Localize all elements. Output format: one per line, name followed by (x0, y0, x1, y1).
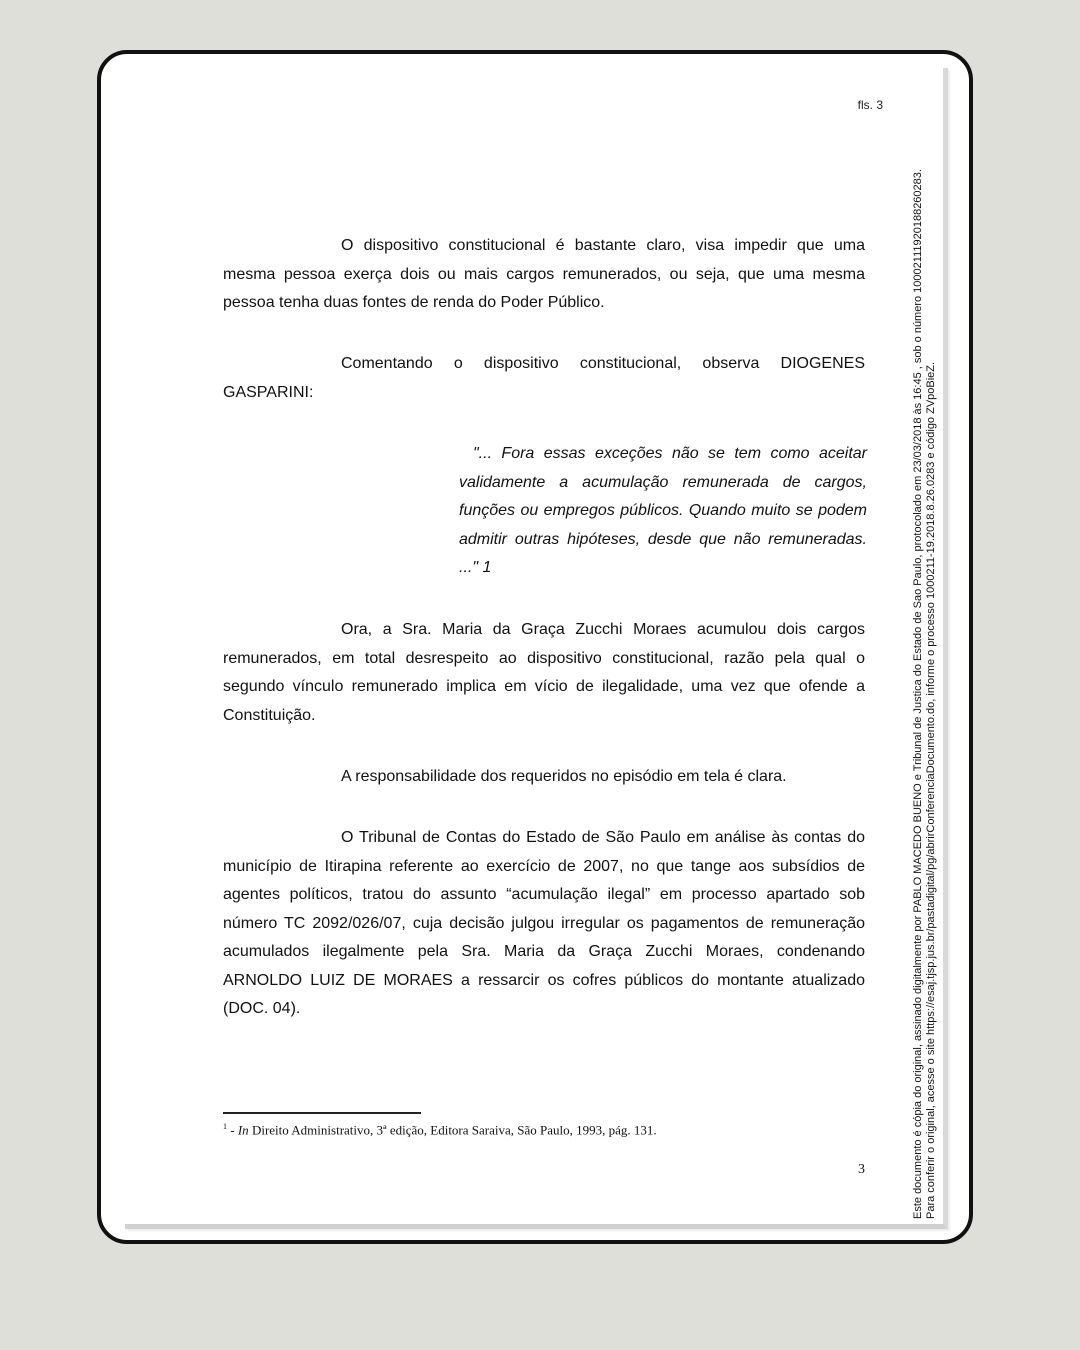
block-quote: "... Fora essas exceções não se tem como aceitar validamente a acumulação remunerada de cargos, funções ou empregos públicos. Quando muito se podem admitir outras hipóteses, desde que não remuneradas. ..." 1 (459, 445, 867, 576)
footnote-italic: In (237, 1122, 249, 1138)
footnote (223, 1122, 657, 1138)
document-frame (97, 50, 973, 1244)
paragraph-3: Ora, a Sra. Maria da Graça Zucchi Moraes acumulou dois cargos remunerados, em total desrespeito ao dispositivo constitucional, razão pela qual o segundo vínculo remunerado implica em vício de ilegalidade, uma vez que ofende a Constituição. (223, 621, 865, 724)
paragraph-4: A responsabilidade dos requeridos no episódio em tela é clara. (341, 768, 787, 785)
footnote-number: 1 (223, 1122, 227, 1131)
paragraph-2: Comentando o dispositivo constitucional, observa DIOGENES GASPARINI: (223, 355, 865, 401)
folio-label: fls. 3 (857, 98, 883, 112)
page-number: 3 (858, 1162, 865, 1177)
stamp-line-2: Para conferir o original, acesse o site https://esaj.tjsp.jus.br/pastadigital/pg/abrirConferenciaDocumento.do, informe o processo 1000211-19.2018.8.26.0283 e código ZVpoBieZ. (925, 361, 937, 1219)
document-page (125, 68, 948, 1229)
stamp-line-1: Este documento é cópia do original, assinado digitalmente por PABLO MACEDO BUENO e Tribunal de Justica do Estado de Sao Paulo, protocolado em 23/03/2018 às 16:45 , sob o número 10002111920188260283. (912, 169, 924, 1219)
footnote-divider (223, 1112, 421, 1114)
digital-signature-stamp (912, 69, 938, 1219)
footnote-dash: - (227, 1122, 238, 1138)
footnote-text: Direito Administrativo, 3ª edição, Editora Saraiva, São Paulo, 1993, pág. 131. (248, 1122, 657, 1138)
paragraph-5: O Tribunal de Contas do Estado de São Paulo em análise às contas do município de Itirapina referente ao exercício de 2007, no que tange aos subsídios de agentes políticos, tratou do assunto “acumulação ilegal” em processo apartado sob número TC 2092/026/07, cuja decisão julgou irregular os pagamentos de remuneração acumulados ilegalmente pela Sra. Maria da Graça Zucchi Moraes, condenando ARNOLDO LUIZ DE MORAES a ressarcir os cofres públicos do montante atualizado (DOC. 04). (223, 829, 865, 1017)
paragraph-1: O dispositivo constitucional é bastante claro, visa impedir que uma mesma pessoa exerça dois ou mais cargos remunerados, ou seja, que uma mesma pessoa tenha duas fontes de renda do Poder Público. (223, 237, 865, 311)
